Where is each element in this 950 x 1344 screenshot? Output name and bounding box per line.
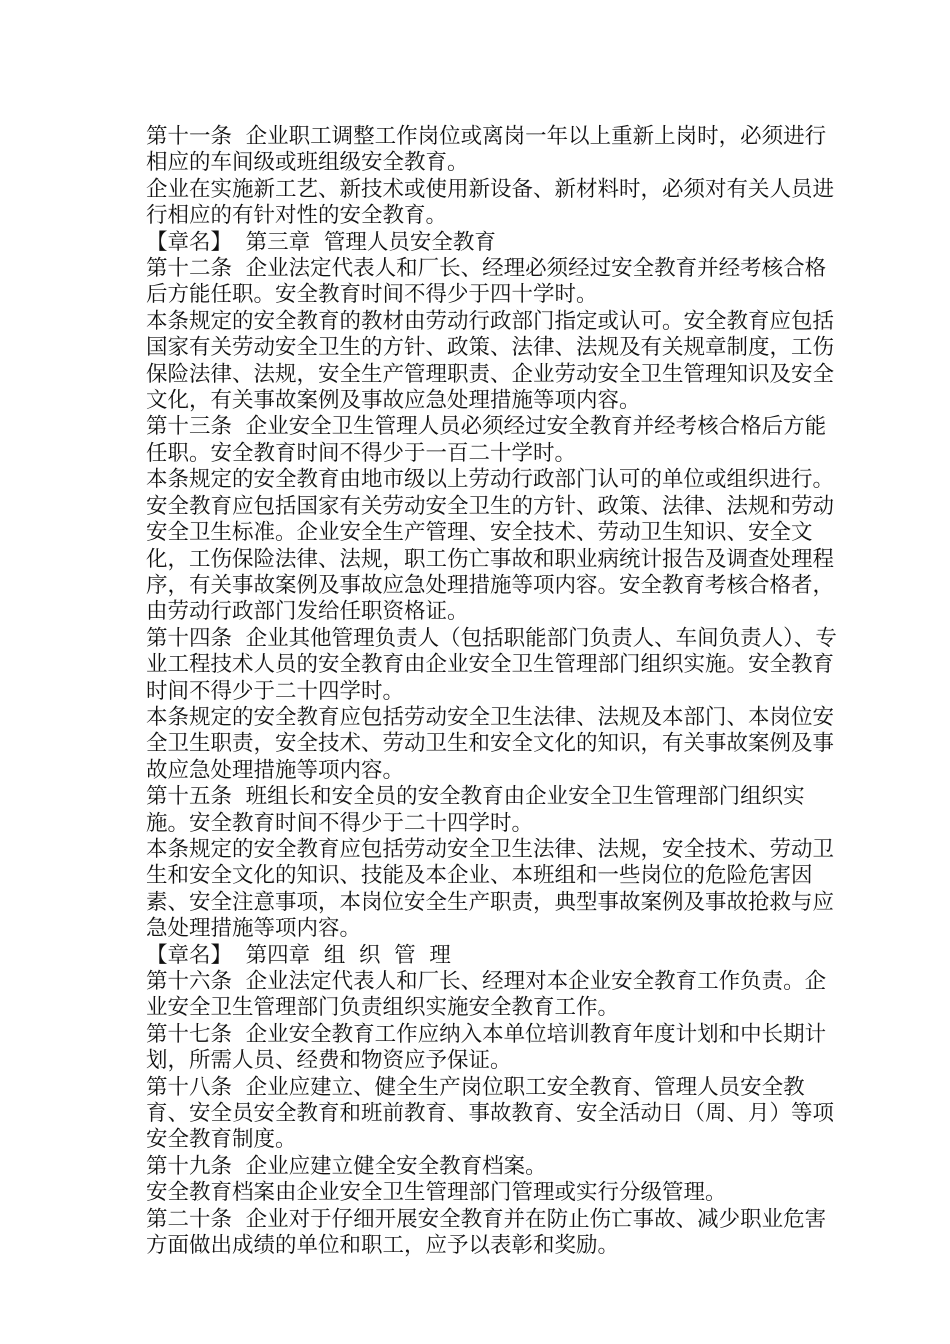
chapter-3-heading: 【章名】 第三章 管理人员安全教育 — [146, 229, 496, 255]
article-13: 第十三条 企业安全卫生管理人员必须经过安全教育并经考核合格后方能任职。安全教育时间不得少于一百二十学时。 — [146, 414, 827, 466]
article-12: 第十二条 企业法定代表人和厂长、经理必须经过安全教育并经考核合格后方能任职。安全教育时间不得少于四十学时。 — [146, 256, 827, 308]
document-body — [146, 124, 846, 1259]
article-19-supplement: 安全教育档案由企业安全卫生管理部门管理或实行分级管理。 — [146, 1180, 727, 1206]
article-15-supplement: 本条规定的安全教育应包括劳动安全卫生法律、法规，安全技术、劳动卫生和安全文化的知识、技能及本企业、本班组和一些岗位的危险危害因素、安全注意事项，本岗位安全生产职责，典型事故案例及事故抢救与应急处理措施等项内容。 — [146, 836, 835, 942]
article-13-supplement: 本条规定的安全教育由地市级以上劳动行政部门认可的单位或组织进行。安全教育应包括国家有关劳动安全卫生的方针、政策、法律、法规和劳动安全卫生标准。企业安全生产管理、安全技术、劳动卫生知识、安全文化，工伤保险法律、法规，职工伤亡事故和职业病统计报告及调查处理程序，有关事故案例及事故应急处理措施等项内容。安全教育考核合格者，由劳动行政部门发给任职资格证。 — [146, 467, 835, 625]
article-16: 第十六条 企业法定代表人和厂长、经理对本企业安全教育工作负责。企业安全卫生管理部门负责组织实施安全教育工作。 — [146, 969, 827, 1021]
article-19: 第十九条 企业应建立健全安全教育档案。 — [146, 1153, 547, 1179]
article-11: 第十一条 企业职工调整工作岗位或离岗一年以上重新上岗时，必须进行相应的车间级或班组级安全教育。 — [146, 124, 827, 176]
article-18: 第十八条 企业应建立、健全生产岗位职工安全教育、管理人员安全教育、安全员安全教育和班前教育、事故教育、安全活动日（周、月）等项安全教育制度。 — [146, 1074, 835, 1153]
article-11-supplement: 企业在实施新工艺、新技术或使用新设备、新材料时，必须对有关人员进行相应的有针对性的安全教育。 — [146, 176, 835, 229]
article-14-supplement: 本条规定的安全教育应包括劳动安全卫生法律、法规及本部门、本岗位安全卫生职责，安全技术、劳动卫生和安全文化的知识，有关事故案例及事故应急处理措施等项内容。 — [146, 704, 835, 783]
article-15: 第十五条 班组长和安全员的安全教育由企业安全卫生管理部门组织实施。安全教育时间不得少于二十四学时。 — [146, 784, 805, 836]
article-17: 第十七条 企业安全教育工作应纳入本单位培训教育年度计划和中长期计划，所需人员、经费和物资应予保证。 — [146, 1021, 827, 1074]
article-14: 第十四条 企业其他管理负责人（包括职能部门负责人、车间负责人）、专业工程技术人员的安全教育由企业安全卫生管理部门组织实施。安全教育时间不得少于二十四学时。 — [146, 625, 837, 704]
article-20: 第二十条 企业对于仔细开展安全教育并在防止伤亡事故、减少职业危害方面做出成绩的单位和职工，应予以表彰和奖励。 — [146, 1206, 827, 1259]
article-12-supplement: 本条规定的安全教育的教材由劳动行政部门指定或认可。安全教育应包括国家有关劳动安全卫生的方针、政策、法律、法规及有关规章制度，工伤保险法律、法规，安全生产管理职责、企业劳动安全卫生管理知识及安全文化，有关事故案例及事故应急处理措施等项内容。 — [146, 308, 835, 414]
chapter-4-heading: 【章名】 第四章 组 织 管 理 — [146, 942, 451, 968]
